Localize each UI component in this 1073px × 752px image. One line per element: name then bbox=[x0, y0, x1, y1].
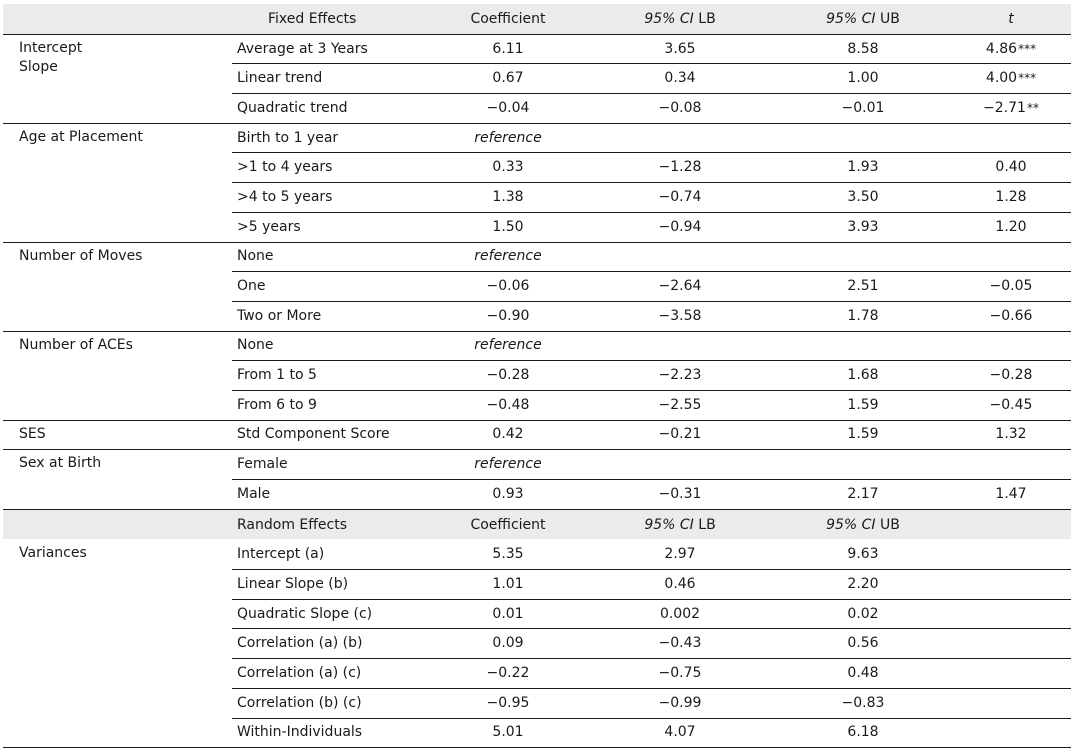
cell-t bbox=[971, 301, 1051, 331]
row-label: Linear trend bbox=[237, 70, 323, 87]
header-random-ci-ub-suffix: UB bbox=[875, 516, 900, 533]
cell-t bbox=[971, 182, 1051, 212]
random-effects-header-row bbox=[3, 510, 1071, 540]
row-label: Quadratic trend bbox=[237, 99, 348, 116]
cell-coefficient: reference bbox=[474, 129, 542, 146]
cell-ci-ub: −0.83 bbox=[841, 694, 885, 711]
header-ci-ub-suffix: UB bbox=[875, 10, 900, 27]
header-ci-lb-suffix: LB bbox=[693, 10, 716, 27]
table-row bbox=[3, 242, 1071, 272]
table-row bbox=[3, 301, 1071, 331]
row-label: >1 to 4 years bbox=[237, 159, 333, 176]
cell-coefficient: 0.93 bbox=[492, 485, 524, 502]
cell-coefficient: reference bbox=[474, 248, 542, 265]
table-row bbox=[3, 390, 1071, 420]
cell-coefficient: 5.01 bbox=[492, 724, 524, 741]
cell-ci-ub: 1.59 bbox=[847, 426, 879, 443]
cell-ci-ub: 6.18 bbox=[847, 724, 879, 741]
effect-group bbox=[3, 539, 1071, 747]
group-name-line: SES bbox=[19, 425, 46, 442]
row-label: Average at 3 Years bbox=[237, 40, 368, 57]
fixed-effects-header-row bbox=[3, 4, 1071, 34]
table-row bbox=[3, 212, 1071, 242]
cell-coefficient: reference bbox=[474, 456, 542, 473]
cell-t bbox=[971, 34, 1051, 64]
cell-ci-ub: 1.59 bbox=[847, 396, 879, 413]
table-row bbox=[3, 360, 1071, 390]
cell-ci-lb: −3.58 bbox=[658, 307, 702, 324]
row-label: Correlation (a) (b) bbox=[237, 635, 363, 652]
row-label: Birth to 1 year bbox=[237, 129, 339, 146]
cell-t bbox=[971, 152, 1051, 182]
cell-ci-ub: 9.63 bbox=[847, 546, 879, 563]
header-fixed-effects: Fixed Effects bbox=[268, 10, 357, 27]
table-row bbox=[3, 718, 1071, 748]
cell-ci-lb: −0.08 bbox=[658, 99, 702, 116]
effect-group bbox=[3, 34, 1071, 123]
table-row bbox=[3, 658, 1071, 688]
cell-t-value: 4.86 bbox=[985, 40, 1018, 57]
cell-t bbox=[971, 479, 1051, 509]
row-label: Two or More bbox=[237, 307, 322, 324]
cell-ci-lb: −1.28 bbox=[658, 159, 702, 176]
cell-coefficient: −0.06 bbox=[486, 278, 530, 295]
row-label: One bbox=[237, 278, 266, 295]
cell-t-value: −0.05 bbox=[989, 278, 1033, 295]
table-row bbox=[3, 420, 1071, 450]
row-label: Within-Individuals bbox=[237, 724, 363, 741]
cell-ci-lb: 0.34 bbox=[664, 70, 696, 87]
cell-t bbox=[971, 212, 1051, 242]
table-row bbox=[3, 569, 1071, 599]
row-label: >5 years bbox=[237, 218, 301, 235]
group-name-line: Variances bbox=[19, 545, 87, 562]
group-name-line: Number of ACEs bbox=[19, 336, 133, 353]
table-row bbox=[3, 63, 1071, 93]
cell-t bbox=[971, 63, 1051, 93]
table-row bbox=[3, 479, 1071, 509]
cell-ci-ub: 3.93 bbox=[847, 218, 879, 235]
cell-ci-ub: 2.17 bbox=[847, 485, 879, 502]
group-name-line: Intercept bbox=[19, 39, 83, 56]
table-row bbox=[3, 93, 1071, 123]
table-bottom-rule bbox=[3, 747, 1071, 748]
cell-t-value: 1.47 bbox=[995, 485, 1027, 502]
table-row bbox=[3, 628, 1071, 658]
table-row bbox=[3, 34, 1071, 64]
cell-t-value: −0.66 bbox=[989, 307, 1033, 324]
row-label: Female bbox=[237, 456, 288, 473]
row-label: Linear Slope (b) bbox=[237, 575, 349, 592]
cell-coefficient: 1.50 bbox=[492, 218, 524, 235]
row-label: Male bbox=[237, 485, 271, 502]
cell-ci-lb: −0.43 bbox=[658, 635, 702, 652]
effect-group bbox=[3, 420, 1071, 450]
significance-stars: *** bbox=[1018, 71, 1037, 86]
cell-coefficient: 1.01 bbox=[492, 575, 524, 592]
cell-ci-lb: 4.07 bbox=[664, 724, 696, 741]
cell-ci-lb: −2.55 bbox=[658, 396, 702, 413]
effect-group bbox=[3, 242, 1071, 331]
header-random-ci-ub bbox=[813, 510, 913, 540]
header-random-ci-lb-italic: 95% CI bbox=[644, 516, 694, 533]
cell-coefficient: −0.90 bbox=[486, 307, 530, 324]
table-row bbox=[3, 123, 1071, 153]
cell-t-value: −0.28 bbox=[989, 367, 1033, 384]
cell-ci-ub: 2.51 bbox=[847, 278, 879, 295]
cell-ci-ub: −0.01 bbox=[841, 99, 885, 116]
cell-ci-lb: −0.99 bbox=[658, 694, 702, 711]
table-row bbox=[3, 152, 1071, 182]
cell-coefficient: 0.42 bbox=[492, 426, 524, 443]
header-ci-ub bbox=[813, 4, 913, 34]
cell-ci-lb: 0.002 bbox=[659, 605, 701, 622]
cell-t-value: 4.00 bbox=[985, 70, 1018, 87]
cell-coefficient: 0.01 bbox=[492, 605, 524, 622]
cell-ci-lb: −2.64 bbox=[658, 278, 702, 295]
cell-t-value: 1.32 bbox=[995, 426, 1027, 443]
cell-t-value: −0.45 bbox=[989, 396, 1033, 413]
table-row bbox=[3, 182, 1071, 212]
cell-coefficient: −0.48 bbox=[486, 396, 530, 413]
cell-t-value: −2.71 bbox=[983, 99, 1026, 116]
cell-ci-ub: 0.02 bbox=[847, 605, 879, 622]
cell-ci-lb: −0.21 bbox=[658, 426, 702, 443]
fixed-effects-body bbox=[3, 34, 1071, 510]
cell-ci-lb: 3.65 bbox=[664, 40, 696, 57]
effect-group bbox=[3, 123, 1071, 242]
cell-coefficient: reference bbox=[474, 337, 542, 354]
group-name-line: Age at Placement bbox=[19, 128, 143, 145]
cell-coefficient: 1.38 bbox=[492, 188, 524, 205]
cell-ci-ub: 1.68 bbox=[847, 367, 879, 384]
cell-ci-lb: −2.23 bbox=[658, 367, 702, 384]
header-random-ci-ub-italic: 95% CI bbox=[826, 516, 876, 533]
table-row bbox=[3, 688, 1071, 718]
cell-coefficient: 0.67 bbox=[492, 70, 524, 87]
header-t: t bbox=[1008, 10, 1014, 27]
effect-group bbox=[3, 449, 1071, 508]
row-label: Std Component Score bbox=[237, 426, 390, 443]
table-row bbox=[3, 449, 1071, 479]
cell-coefficient: −0.95 bbox=[486, 694, 530, 711]
row-label: Correlation (a) (c) bbox=[237, 664, 362, 681]
row-label: From 6 to 9 bbox=[237, 396, 317, 413]
cell-ci-ub: 0.48 bbox=[847, 664, 879, 681]
cell-coefficient: 0.33 bbox=[492, 159, 524, 176]
header-coefficient: Coefficient bbox=[470, 10, 546, 27]
header-ci-lb bbox=[630, 4, 730, 34]
cell-coefficient: 5.35 bbox=[492, 546, 524, 563]
row-label: Intercept (a) bbox=[237, 546, 325, 563]
cell-ci-ub: 2.20 bbox=[847, 575, 879, 592]
cell-coefficient: −0.04 bbox=[486, 99, 530, 116]
row-label: Correlation (b) (c) bbox=[237, 694, 362, 711]
row-label: Quadratic Slope (c) bbox=[237, 605, 373, 622]
random-effects-body bbox=[3, 539, 1071, 748]
cell-coefficient: −0.28 bbox=[486, 367, 530, 384]
cell-ci-lb: 2.97 bbox=[664, 546, 696, 563]
table-row bbox=[3, 271, 1071, 301]
effect-group bbox=[3, 331, 1071, 420]
header-ci-lb-italic: 95% CI bbox=[644, 10, 694, 27]
cell-ci-lb: −0.31 bbox=[658, 485, 702, 502]
cell-coefficient: 0.09 bbox=[492, 635, 524, 652]
table-row bbox=[3, 331, 1071, 361]
cell-ci-lb: −0.74 bbox=[658, 188, 702, 205]
table-row bbox=[3, 599, 1071, 629]
cell-t-value: 1.28 bbox=[995, 188, 1027, 205]
cell-t-value: 0.40 bbox=[995, 159, 1027, 176]
cell-t bbox=[971, 360, 1051, 390]
cell-ci-ub: 1.78 bbox=[847, 307, 879, 324]
cell-ci-lb: 0.46 bbox=[664, 575, 696, 592]
row-label: From 1 to 5 bbox=[237, 367, 317, 384]
group-name-line: Number of Moves bbox=[19, 247, 143, 264]
significance-stars: ** bbox=[1026, 100, 1039, 115]
cell-ci-lb: −0.75 bbox=[658, 664, 702, 681]
row-label: >4 to 5 years bbox=[237, 188, 333, 205]
cell-ci-ub: 1.93 bbox=[847, 159, 879, 176]
header-random-effects: Random Effects bbox=[237, 516, 347, 533]
group-name-line: Slope bbox=[19, 58, 58, 75]
significance-stars: *** bbox=[1018, 41, 1037, 56]
cell-t bbox=[971, 93, 1051, 123]
row-label: None bbox=[237, 248, 274, 265]
cell-ci-ub: 0.56 bbox=[847, 635, 879, 652]
cell-ci-lb: −0.94 bbox=[658, 218, 702, 235]
cell-coefficient: 6.11 bbox=[492, 40, 524, 57]
group-name-line: Sex at Birth bbox=[19, 455, 102, 472]
cell-ci-ub: 1.00 bbox=[847, 70, 879, 87]
header-ci-ub-italic: 95% CI bbox=[826, 10, 876, 27]
table-row bbox=[3, 539, 1071, 569]
cell-t bbox=[971, 271, 1051, 301]
cell-ci-ub: 3.50 bbox=[847, 188, 879, 205]
header-random-ci-lb-suffix: LB bbox=[693, 516, 716, 533]
cell-t bbox=[971, 390, 1051, 420]
header-random-coefficient: Coefficient bbox=[470, 516, 546, 533]
row-label: None bbox=[237, 337, 274, 354]
cell-t bbox=[971, 420, 1051, 450]
cell-coefficient: −0.22 bbox=[486, 664, 530, 681]
results-table bbox=[3, 4, 1071, 748]
cell-t-value: 1.20 bbox=[995, 218, 1027, 235]
header-random-ci-lb bbox=[630, 510, 730, 540]
cell-ci-ub: 8.58 bbox=[847, 40, 879, 57]
